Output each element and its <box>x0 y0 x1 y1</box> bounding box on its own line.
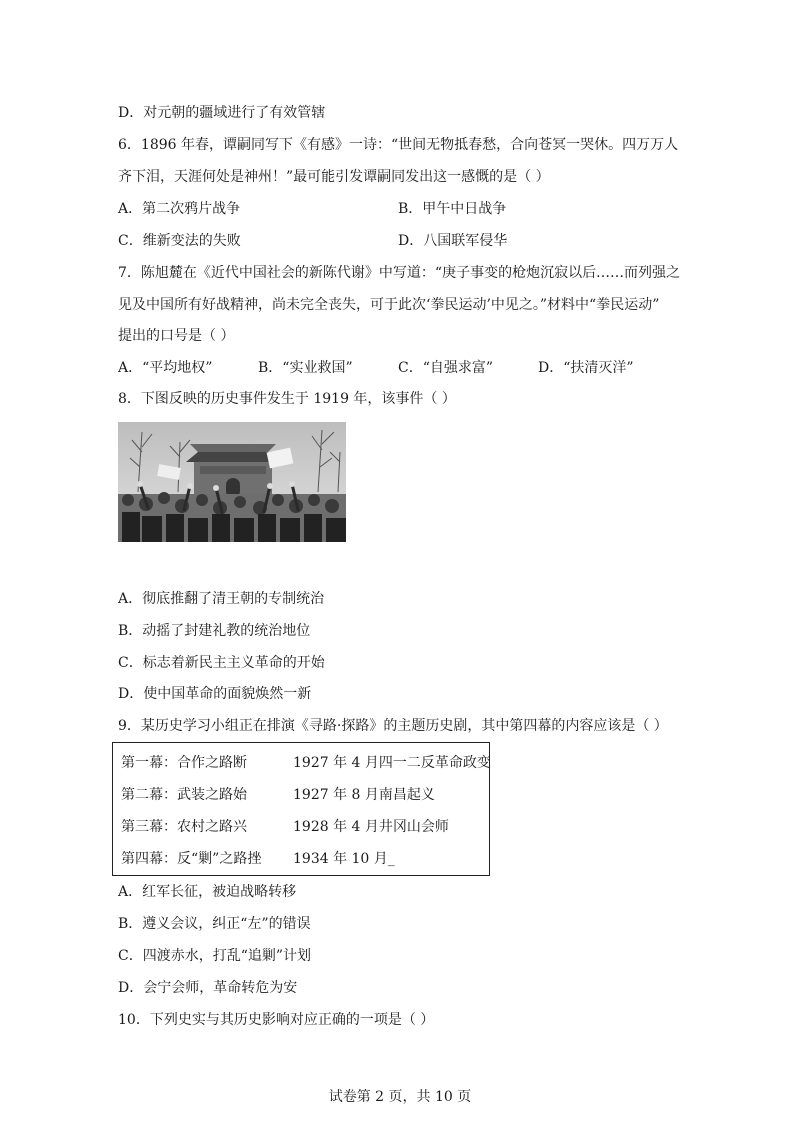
q8-option-c: C．标志着新民主主义革命的开始 <box>118 655 325 671</box>
act-3-name: 第三幕：农村之路兴 <box>121 819 247 835</box>
act-3-event: 1928 年 4 月井冈山会师 <box>293 819 449 835</box>
q7-option-d: D．“扶清灭洋” <box>538 360 634 376</box>
page-footer: 试卷第 2 页，共 10 页 <box>328 1089 472 1105</box>
protest-crowd-image <box>118 422 346 542</box>
act-row-2 <box>121 785 435 805</box>
may-fourth-photo <box>118 422 346 542</box>
q8-option-a: A．彻底推翻了清王朝的专制统治 <box>118 591 325 607</box>
q6-option-d: D．八国联军侵华 <box>398 233 508 249</box>
q8-option-d: D．使中国革命的面貌焕然一新 <box>118 686 312 702</box>
q7-stem-line3: 提出的口号是（ ） <box>118 328 235 344</box>
q7-option-b: B．“实业救国” <box>258 360 353 376</box>
q9-option-d: D．会宁会师，革命转危为安 <box>118 980 298 996</box>
act-2-name: 第二幕：武装之路始 <box>121 787 247 803</box>
q7-stem-line1: 7．陈旭麓在《近代中国社会的新陈代谢》中写道：“庚子事变的枪炮沉寂以后……而列强之 <box>118 265 681 281</box>
act-row-1 <box>121 753 491 773</box>
act-4-name: 第四幕：反“剿”之路挫 <box>121 851 262 867</box>
act-2-event: 1927 年 8 月南昌起义 <box>293 787 435 803</box>
act-row-4 <box>121 849 395 869</box>
q7-option-c: C．“自强求富” <box>398 360 494 376</box>
act-1-event: 1927 年 4 月四一二反革命政变 <box>293 755 491 771</box>
q9-option-a: A．红军长征，被迫战略转移 <box>118 884 297 900</box>
q7-option-a: A．“平均地权” <box>118 360 213 376</box>
q5-option-d: D．对元朝的疆域进行了有效管辖 <box>118 105 326 121</box>
q6-stem-line1: 6．1896 年春，谭嗣同写下《有感》一诗：“世间无物抵春愁，合向苍冥一哭休。四万万人 <box>118 137 679 153</box>
q6-option-c: C．维新变法的失败 <box>118 233 241 249</box>
act-4-event: 1934 年 10 月_ <box>293 851 395 867</box>
q9-stem: 9．某历史学习小组正在排演《寻路·探路》的主题历史剧，其中第四幕的内容应该是（ ） <box>118 718 668 734</box>
q9-option-b: B．遵义会议，纠正“左”的错误 <box>118 916 311 932</box>
q8-option-b: B．动摇了封建礼教的统治地位 <box>118 623 311 639</box>
q6-stem-line2: 齐下泪，天涯何处是神州！”最可能引发谭嗣同发出这一感慨的是（ ） <box>118 169 550 185</box>
act-row-3 <box>121 817 449 837</box>
q6-option-b: B．甲午中日战争 <box>398 201 507 217</box>
act-1-name: 第一幕：合作之路断 <box>121 755 247 771</box>
q10-stem: 10．下列史实与其历史影响对应正确的一项是（ ） <box>118 1012 435 1028</box>
q9-option-c: C．四渡赤水，打乱“追剿”计划 <box>118 948 312 964</box>
q9-acts-table <box>112 742 490 876</box>
q8-stem: 8．下图反映的历史事件发生于 1919 年，该事件（ ） <box>118 391 456 407</box>
q7-stem-line2: 见及中国所有好战精神，尚未完全丧失，可于此次‘拳民运动’中见之。”材料中“拳民运动” <box>118 297 660 313</box>
q6-option-a: A．第二次鸦片战争 <box>118 201 241 217</box>
